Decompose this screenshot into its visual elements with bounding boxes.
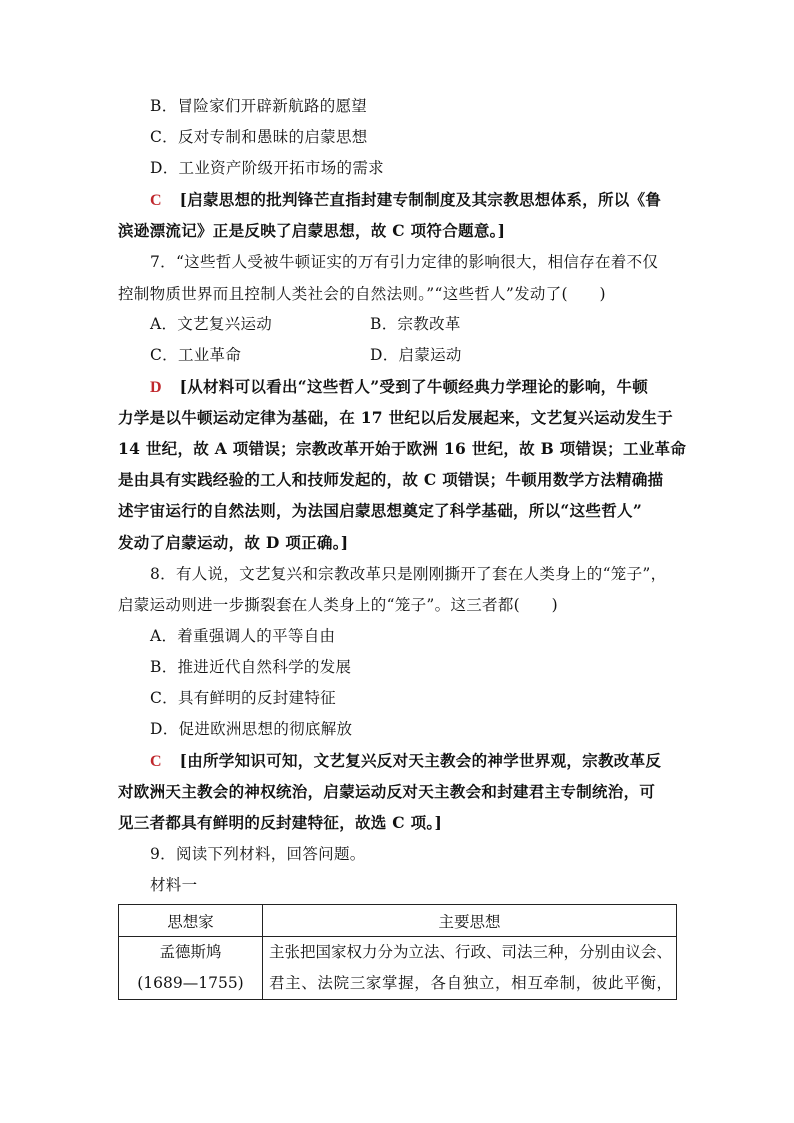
q7-stem-line-2: 控制物质世界而且控制人类社会的自然法则。”“这些哲人”发动了( ) bbox=[118, 285, 606, 303]
idea-cell bbox=[262, 937, 676, 1000]
q9-stem: 9．阅读下列材料，回答问题。 bbox=[150, 845, 366, 863]
table-row bbox=[119, 937, 677, 1000]
q8-explanation-text-1: [由所学知识可知，文艺复兴反对天主教会的神学世界观，宗教改革反 bbox=[179, 751, 662, 770]
thinker-name: 孟德斯鸠 bbox=[159, 943, 222, 961]
idea-line-1: 主张把国家权力分为立法、行政、司法三种，分别由议会、 bbox=[268, 943, 672, 961]
table-header-thinker: 思想家 bbox=[119, 905, 263, 937]
q7-option-d: D．启蒙运动 bbox=[370, 346, 462, 364]
q7-explanation-line-6: 发动了启蒙运动，故 D 项正确。] bbox=[118, 533, 349, 552]
q7-explanation-text-1: [从材料可以看出“这些哲人”受到了牛顿经典力学理论的影响，牛顿 bbox=[179, 377, 649, 396]
q6-explanation-line-2: 滨逊漂流记》正是反映了启蒙思想，故 C 项符合题意。] bbox=[118, 221, 506, 240]
q8-answer-letter: C bbox=[150, 753, 162, 770]
q7-option-a: A．文艺复兴运动 bbox=[150, 315, 273, 333]
q8-option-d: D．促进欧洲思想的彻底解放 bbox=[150, 720, 353, 738]
q7-explanation-line-1 bbox=[150, 377, 648, 398]
q8-option-c: C．具有鲜明的反封建特征 bbox=[150, 689, 336, 707]
q8-explanation-line-1 bbox=[150, 751, 661, 772]
q6-answer-letter: C bbox=[150, 192, 162, 209]
q8-stem-line-1: 8．有人说，文艺复兴和宗教改革只是刚刚撕开了套在人类身上的“笼子”， bbox=[150, 565, 667, 583]
q7-explanation-line-3: 14 世纪，故 A 项错误；宗教改革开始于欧洲 16 世纪，故 B 项错误；工业革命 bbox=[118, 439, 687, 458]
q6-option-b: B．冒险家们开辟新航路的愿望 bbox=[150, 97, 368, 115]
q6-option-d: D．工业资产阶级开拓市场的需求 bbox=[150, 159, 384, 177]
q7-stem-line-1: 7．“这些哲人受被牛顿证实的万有引力定律的影响很大，相信存在着不仅 bbox=[150, 253, 659, 271]
thinker-cell bbox=[119, 937, 263, 1000]
idea-line-2: 君主、法院三家掌握，各自独立，相互牵制，彼此平衡， bbox=[268, 974, 672, 992]
q8-explanation-line-3: 见三者都具有鲜明的反封建特征，故选 C 项。] bbox=[118, 813, 443, 832]
q7-explanation-line-4: 是由具有实践经验的工人和技师发起的，故 C 项错误；牛顿用数学方法精确描 bbox=[118, 470, 664, 489]
q7-option-b: B．宗教改革 bbox=[370, 315, 461, 333]
q9-material-label: 材料一 bbox=[150, 876, 198, 894]
q6-option-c: C．反对专制和愚昧的启蒙思想 bbox=[150, 128, 368, 146]
q7-explanation-line-5: 述宇宙运行的自然法则，为法国启蒙思想奠定了科学基础，所以“这些哲人” bbox=[118, 501, 643, 520]
q8-explanation-line-2: 对欧洲天主教会的神权统治，启蒙运动反对天主教会和封建君主专制统治，可 bbox=[118, 782, 656, 801]
q7-answer-letter: D bbox=[150, 379, 162, 396]
q8-stem-line-2: 启蒙运动则进一步撕裂套在人类身上的“笼子”。这三者都( ) bbox=[118, 596, 558, 614]
q8-option-b: B．推进近代自然科学的发展 bbox=[150, 658, 352, 676]
material-table bbox=[118, 904, 677, 1000]
q7-option-c: C．工业革命 bbox=[150, 346, 242, 364]
q8-option-a: A．着重强调人的平等自由 bbox=[150, 627, 336, 645]
q6-explanation-text-1: [启蒙思想的批判锋芒直指封建专制制度及其宗教思想体系，所以《鲁 bbox=[179, 190, 662, 209]
thinker-years: (1689—1755) bbox=[137, 974, 244, 992]
table-header-idea: 主要思想 bbox=[262, 905, 676, 937]
q6-explanation-line-1 bbox=[150, 190, 675, 211]
table-header-row bbox=[119, 905, 677, 937]
q7-explanation-line-2: 力学是以牛顿运动定律为基础，在 17 世纪以后发展起来，文艺复兴运动发生于 bbox=[118, 408, 673, 427]
